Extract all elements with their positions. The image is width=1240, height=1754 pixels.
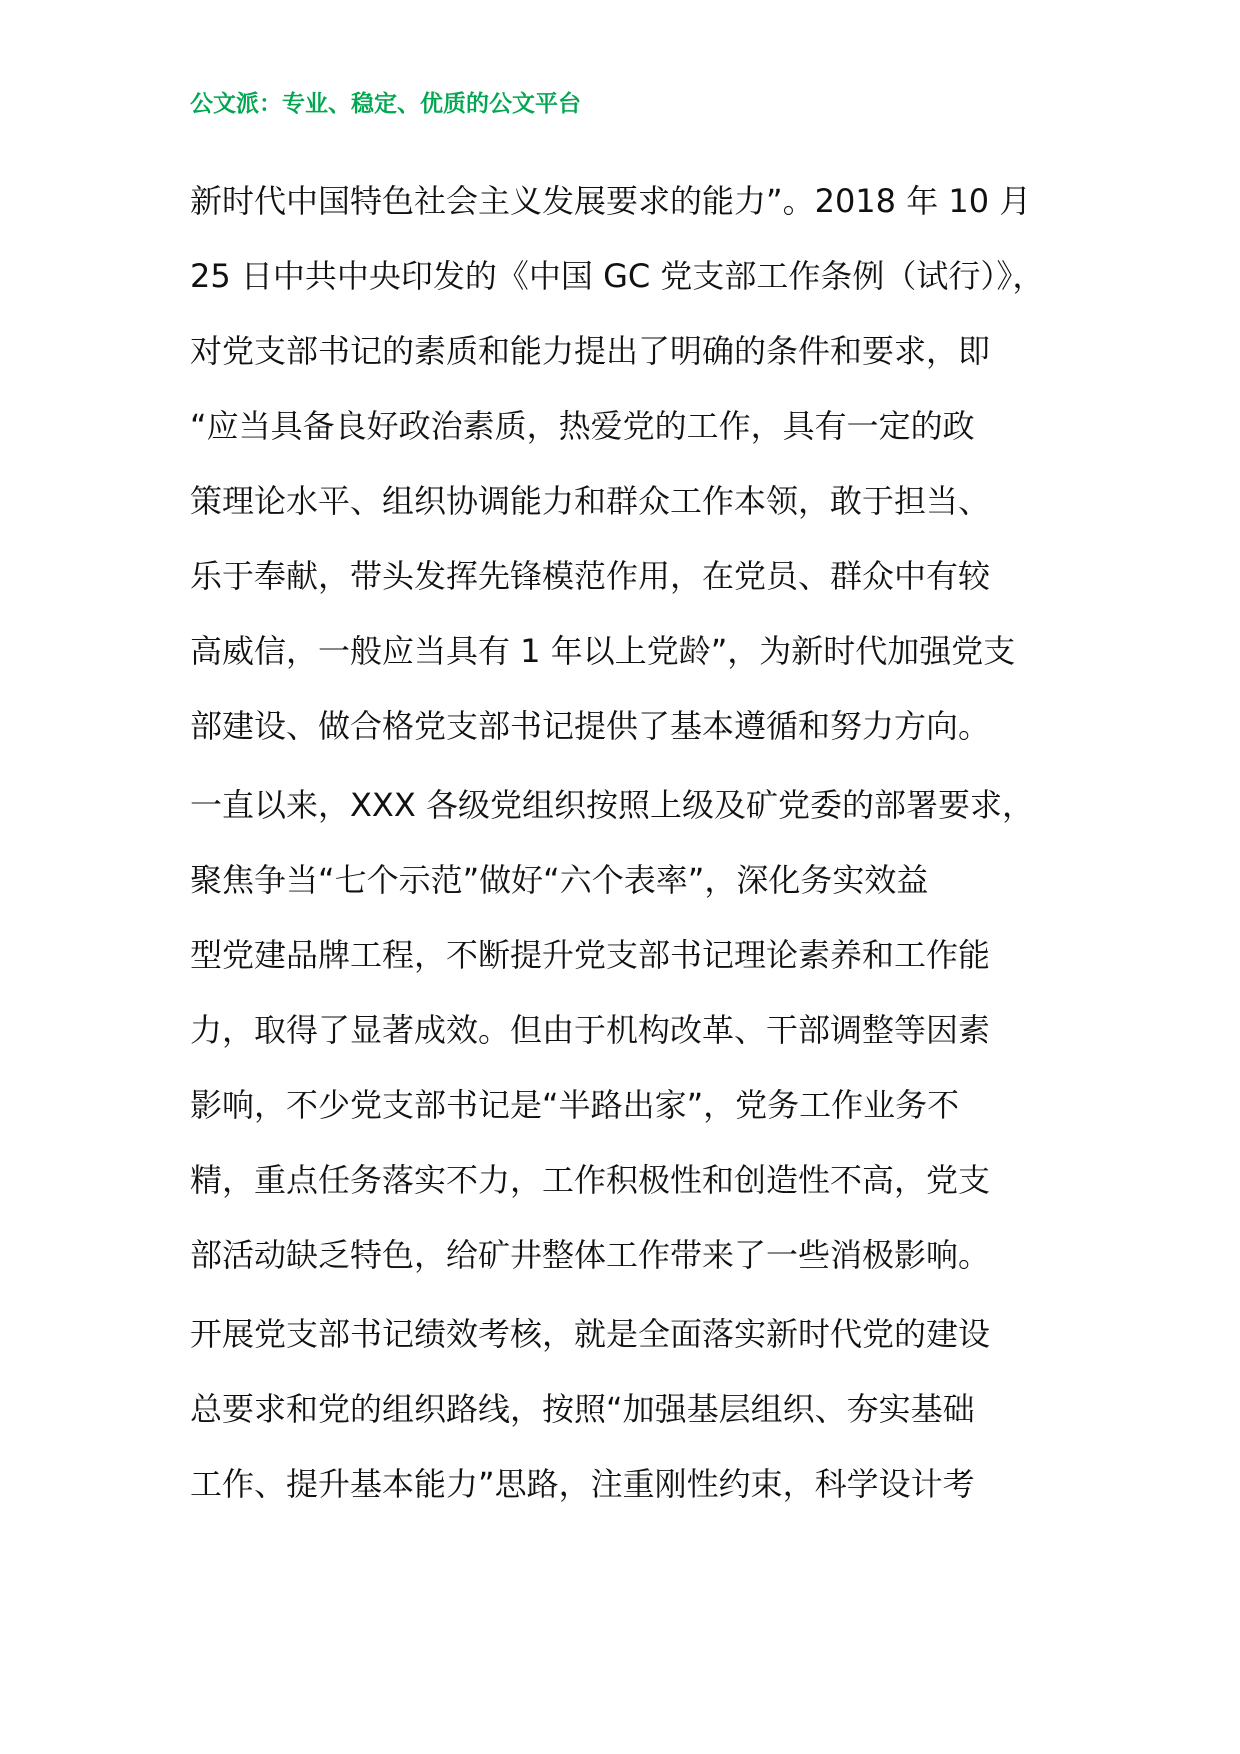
text-line: 高威信，一般应当具有 1 年以上党龄”，为新时代加强党支	[190, 632, 1016, 670]
header-title: 公文派：专业、稳定、优质的公文平台	[190, 90, 581, 117]
paragraph-1	[190, 164, 1090, 764]
text-line: 总要求和党的组织路线，按照“加强基层组织、夯实基础	[190, 1390, 975, 1428]
text-line: 策理论水平、组织协调能力和群众工作本领，敢于担当、	[190, 482, 991, 520]
paragraph-2	[190, 768, 1090, 1293]
text-line: 聚焦争当“七个示范”做好“六个表率”，深化务实效益	[190, 861, 929, 899]
text-line: “应当具备良好政治素质，热爱党的工作，具有一定的政	[190, 407, 975, 445]
document-body	[190, 164, 1090, 1522]
text-line: 精，重点任务落实不力，工作积极性和创造性不高，党支	[190, 1161, 991, 1199]
text-line: 一直以来，XXX 各级党组织按照上级及矿党委的部署要求，	[190, 786, 1034, 824]
text-line: 工作、提升基本能力”思路，注重刚性约束，科学设计考	[190, 1465, 975, 1503]
text-line: 力，取得了显著成效。但由于机构改革、干部调整等因素	[190, 1011, 991, 1049]
text-line: 乐于奉献，带头发挥先锋模范作用，在党员、群众中有较	[190, 557, 991, 595]
text-line: 25 日中共中央印发的《中国 GC 党支部工作条例（试行）》，	[190, 257, 1045, 295]
text-line: 型党建品牌工程，不断提升党支部书记理论素养和工作能	[190, 936, 991, 974]
text-line: 部活动缺乏特色，给矿井整体工作带来了一些消极影响。	[190, 1236, 991, 1274]
text-line: 部建设、做合格党支部书记提供了基本遵循和努力方向。	[190, 707, 991, 745]
text-line: 对党支部书记的素质和能力提出了明确的条件和要求，即	[190, 332, 991, 370]
text-line: 影响，不少党支部书记是“半路出家”，党务工作业务不	[190, 1086, 960, 1124]
paragraph-3	[190, 1297, 1090, 1522]
text-line: 开展党支部书记绩效考核，就是全面落实新时代党的建设	[190, 1315, 991, 1353]
text-line: 新时代中国特色社会主义发展要求的能力”。2018 年 10 月	[190, 182, 1032, 220]
